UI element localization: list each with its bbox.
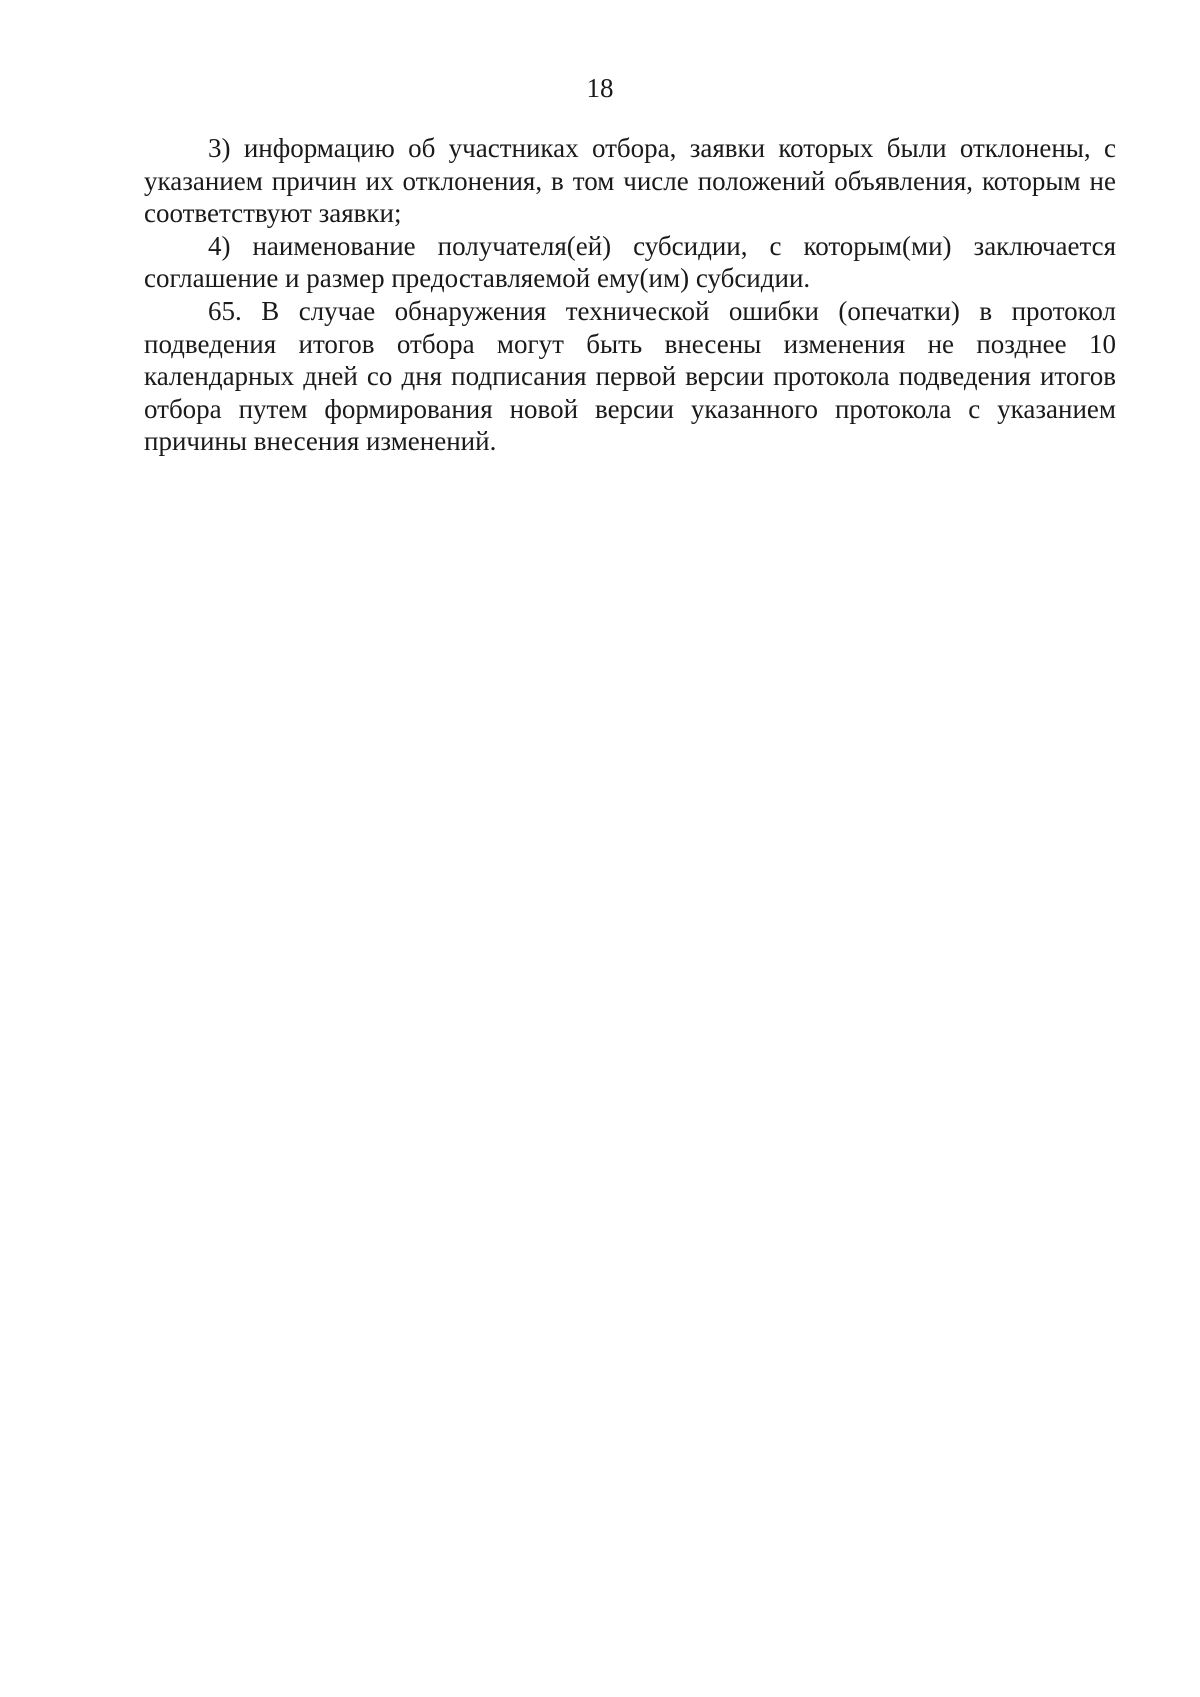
paragraph-item-4: 4) наименование получателя(ей) субсидии, с которым(ми) заключается соглашение и размер предоставляемой ему(им) субсидии. <box>144 230 1116 294</box>
paragraph-item-3: 3) информацию об участниках отбора, заявки которых были отклонены, с указанием причин их отклонения, в том числе положений объявления, которым не соответствуют заявки; <box>144 133 1116 229</box>
document-body <box>144 132 1116 458</box>
paragraph-clause-65: 65. В случае обнаружения технической ошибки (опечатки) в протокол подведения итогов отбора могут быть внесены изменения не позднее 10 календарных дней со дня подписания первой версии протокола подведения итогов отбора путем формирования новой версии указанного протокола с указанием причины внесения изменений. <box>144 295 1116 457</box>
page-number: 18 <box>586 73 614 103</box>
